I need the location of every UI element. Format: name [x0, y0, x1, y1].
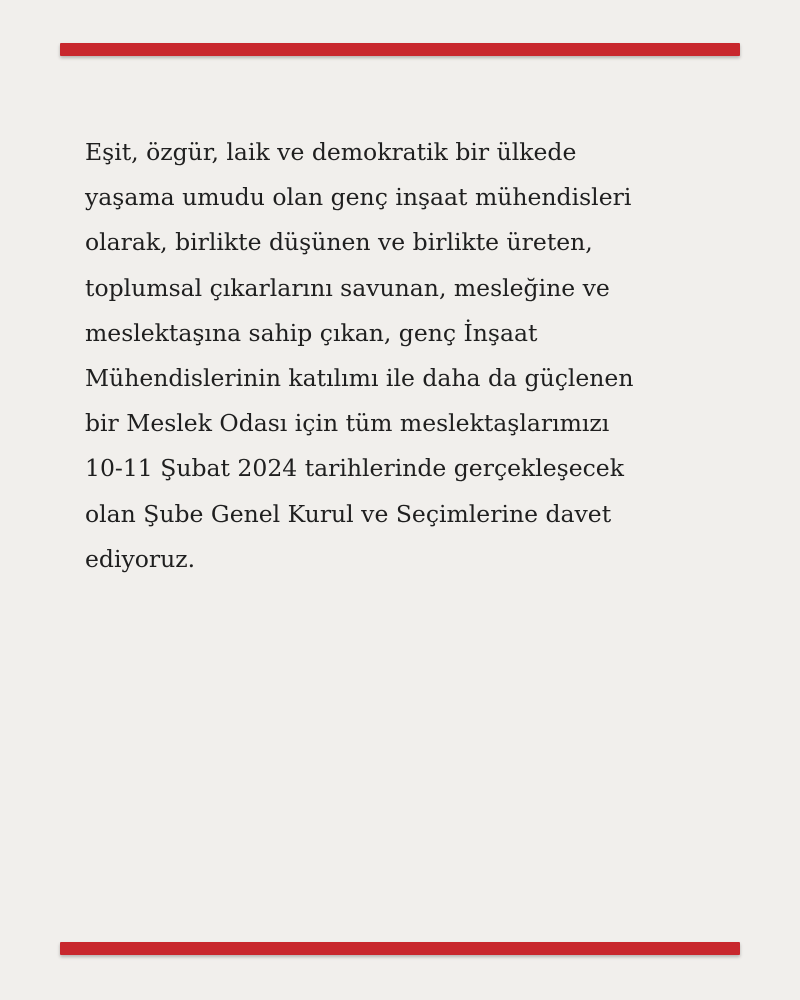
text-line: bir Meslek Odası için tüm meslektaşlarımızı — [85, 409, 610, 438]
text-line: olan Şube Genel Kurul ve Seçimlerine davet — [85, 499, 612, 528]
text-line: meslektaşına sahip çıkan, genç İnşaat — [85, 318, 538, 347]
text-line: olarak, birlikte düşünen ve birlikte üreten, — [85, 228, 593, 257]
text-line: yaşama umudu olan genç inşaat mühendisleri — [85, 183, 632, 212]
text-line: Mühendislerinin katılımı ile daha da güçlenen — [85, 364, 634, 393]
text-line: ediyoruz. — [85, 544, 196, 573]
invitation-text — [85, 130, 745, 582]
text-line: Eşit, özgür, laik ve demokratik bir ülkede — [85, 138, 577, 166]
bottom-red-rule — [60, 942, 740, 955]
text-line: toplumsal çıkarlarını savunan, mesleğine ve — [85, 273, 610, 302]
text-line: 10-11 Şubat 2024 tarihlerinde gerçekleşecek — [85, 454, 624, 483]
top-red-rule — [60, 43, 740, 56]
